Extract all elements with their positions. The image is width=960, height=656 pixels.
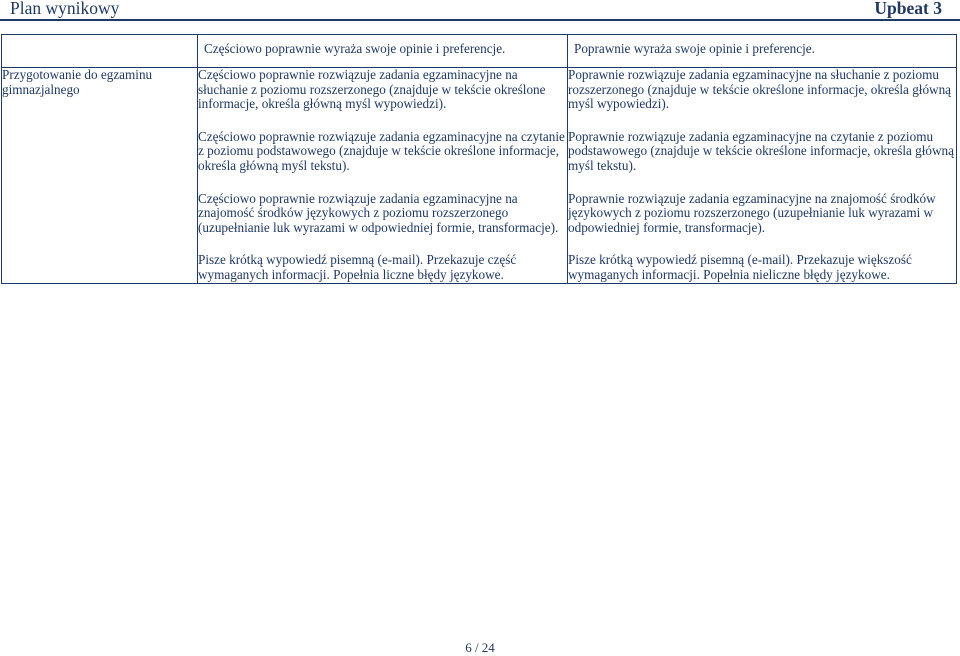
category-cell: Przygotowanie do egzaminu gimnazjalnego xyxy=(2,68,198,284)
requirement-paragraph: Poprawnie rozwiązuje zadania egzaminacyjne na słuchanie z poziomu rozszerzonego (znajduje w tekście określone informacje, określa główną myśl wypowiedzi). xyxy=(568,67,952,112)
table-row xyxy=(2,68,957,284)
header-rule xyxy=(0,19,960,21)
requirements-table xyxy=(1,34,957,284)
requirement-paragraph: Poprawnie rozwiązuje zadania egzaminacyjne na czytanie z poziomu podstawowego (znajduje w tekście określone informacje, określa główną myśl tekstu). xyxy=(568,128,954,173)
page-number: 6 / 24 xyxy=(465,640,495,655)
table-cell-full: Poprawnie wyraża swoje opinie i preferencje. xyxy=(568,35,957,68)
requirement-paragraph: Poprawnie rozwiązuje zadania egzaminacyjne na znajomość środków językowych z poziomu rozszerzonego (uzupełnianie luk wyrazami w odpowiedniej formie, transformacje). xyxy=(568,190,936,235)
partial-requirements-cell xyxy=(198,68,568,284)
table-cell-partial: Częściowo poprawnie wyraża swoje opinie i preferencje. xyxy=(198,35,568,68)
requirement-paragraph: Pisze krótką wypowiedź pisemną (e-mail). Przekazuje większość wymaganych informacji. Popełnia nieliczne błędy językowe. xyxy=(568,252,912,282)
page-header xyxy=(0,0,960,22)
requirement-paragraph: Częściowo poprawnie rozwiązuje zadania egzaminacyjne na słuchanie z poziomu rozszerzonego (znajduje w tekście określone informacje, określa główną myśl wypowiedzi). xyxy=(198,67,546,112)
textbook-brand: Upbeat 3 xyxy=(874,0,942,18)
document-title: Plan wynikowy xyxy=(10,0,120,18)
requirement-paragraph: Pisze krótką wypowiedź pisemną (e-mail). Przekazuje część wymaganych informacji. Popełnia liczne błędy językowe. xyxy=(198,252,517,282)
table-row xyxy=(2,35,957,68)
full-requirements-cell xyxy=(568,68,957,284)
requirement-paragraph: Częściowo poprawnie rozwiązuje zadania egzaminacyjne na znajomość środków językowych z poziomu rozszerzonego (uzupełnianie luk wyrazami w odpowiedniej formie, transformacje). xyxy=(198,190,559,235)
empty-category-cell xyxy=(2,35,198,68)
requirement-paragraph: Częściowo poprawnie rozwiązuje zadania egzaminacyjne na czytanie z poziomu podstawowego (znajduje w tekście określone informacje, określa główną myśl tekstu). xyxy=(198,128,565,173)
